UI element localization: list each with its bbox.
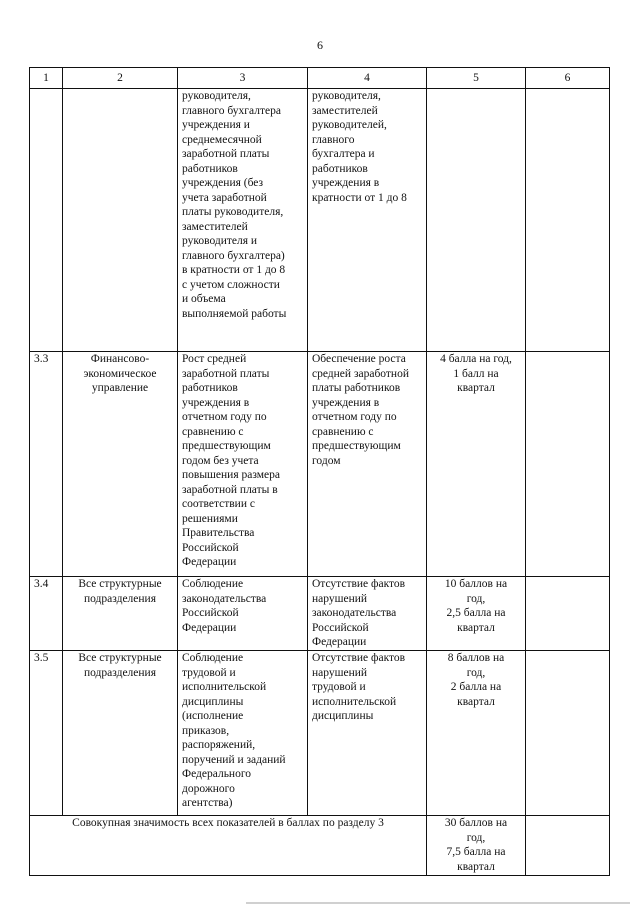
header-cell: 3 bbox=[178, 68, 308, 89]
table-header-row bbox=[30, 68, 610, 89]
header-cell: 1 bbox=[30, 68, 63, 89]
criteria-table bbox=[29, 67, 610, 876]
row-number-cell: 3.5 bbox=[30, 651, 63, 816]
points-cell bbox=[427, 89, 526, 352]
row-number-cell: 3.4 bbox=[30, 577, 63, 651]
note-cell bbox=[526, 352, 610, 577]
row-number-cell bbox=[30, 89, 63, 352]
criterion-cell: Обеспечение роста средней заработной платы работников учреждения в отчетном году по сравнению с предшествующим годом bbox=[308, 352, 427, 577]
total-note-cell bbox=[526, 816, 610, 876]
criterion-cell: руководителя, заместителей руководителей, главного бухгалтера и работников учреждения в кратности от 1 до 8 bbox=[308, 89, 427, 352]
unit-cell: Все структурные подразделения bbox=[63, 577, 178, 651]
table-row bbox=[30, 352, 610, 577]
indicator-cell: Соблюдение трудовой и исполнительской дисциплины (исполнение приказов, распоряжений, поручений и заданий Федерального дорожного агентства) bbox=[178, 651, 308, 816]
criterion-cell: Отсутствие фактов нарушений законодательства Российской Федерации bbox=[308, 577, 427, 651]
page-number: 6 bbox=[317, 38, 323, 52]
note-cell bbox=[526, 89, 610, 352]
indicator-cell: Рост средней заработной платы работников учреждения в отчетном году по сравнению с предшествующим годом без учета повышения размера заработной платы в соответствии с решениями Правительства Российской Федерации bbox=[178, 352, 308, 577]
total-label-cell: Совокупная значимость всех показателей в баллах по разделу 3 bbox=[30, 816, 427, 876]
indicator-cell: руководителя, главного бухгалтера учреждения и среднемесячной заработной платы работников учреждения (без учета заработной платы руководителя, заместителей руководителя и главного бухгалтера) в кратности от 1 до 8 с учетом сложности и объема выполняемой работы bbox=[178, 89, 308, 352]
unit-cell bbox=[63, 89, 178, 352]
table-row bbox=[30, 89, 610, 352]
points-cell: 4 балла на год, 1 балл на квартал bbox=[427, 352, 526, 577]
note-cell bbox=[526, 577, 610, 651]
row-number-cell: 3.3 bbox=[30, 352, 63, 577]
total-points-cell: 30 баллов на год, 7,5 балла на квартал bbox=[427, 816, 526, 876]
header-cell: 6 bbox=[526, 68, 610, 89]
table-row bbox=[30, 651, 610, 816]
header-cell: 4 bbox=[308, 68, 427, 89]
total-row bbox=[30, 816, 610, 876]
criterion-cell: Отсутствие фактов нарушений трудовой и исполнительской дисциплины bbox=[308, 651, 427, 816]
scan-edge-line bbox=[246, 902, 630, 904]
header-cell: 5 bbox=[427, 68, 526, 89]
points-cell: 10 баллов на год, 2,5 балла на квартал bbox=[427, 577, 526, 651]
header-cell: 2 bbox=[63, 68, 178, 89]
points-cell: 8 баллов на год, 2 балла на квартал bbox=[427, 651, 526, 816]
unit-cell: Финансово- экономическое управление bbox=[63, 352, 178, 577]
unit-cell: Все структурные подразделения bbox=[63, 651, 178, 816]
indicator-cell: Соблюдение законодательства Российской Федерации bbox=[178, 577, 308, 651]
table-row bbox=[30, 577, 610, 651]
note-cell bbox=[526, 651, 610, 816]
